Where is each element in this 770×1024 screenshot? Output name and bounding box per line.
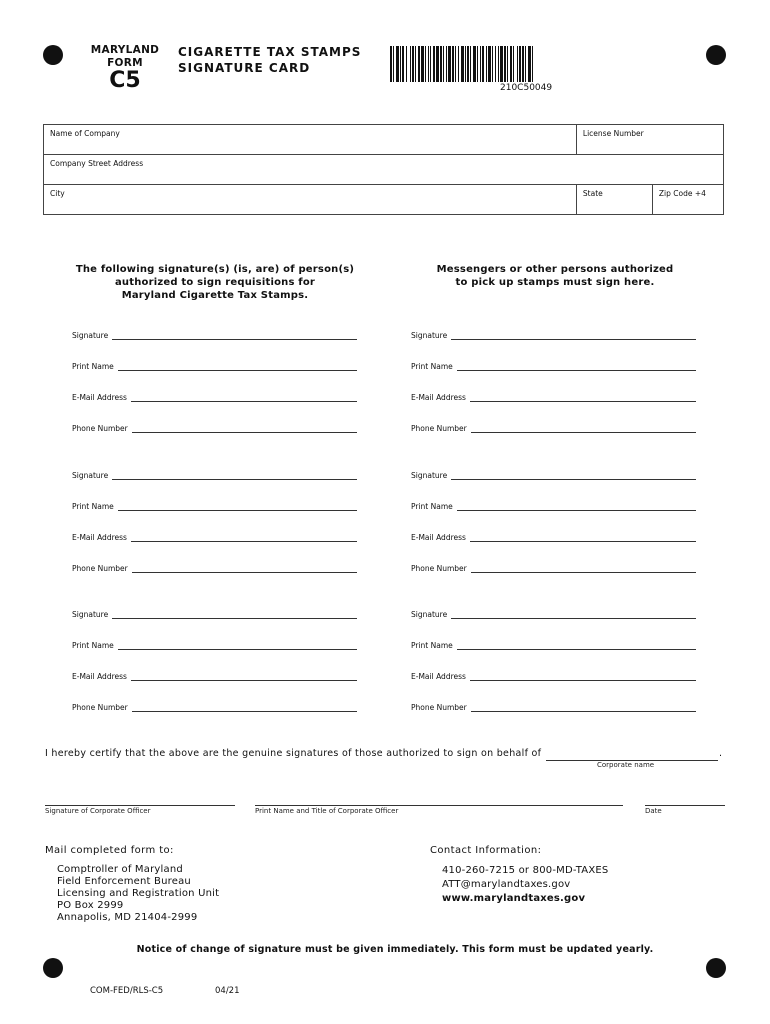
print-name-label: Print Name <box>411 362 453 371</box>
left-phone-row-2 <box>72 563 357 573</box>
email-line[interactable] <box>131 532 357 542</box>
form-state-label <box>88 44 162 70</box>
print-name-line[interactable] <box>118 501 357 511</box>
right-heading-line-1: Messengers or other persons authorized <box>436 264 674 275</box>
right-phone-row-1 <box>411 423 696 433</box>
barcode-bar <box>533 46 535 82</box>
signature-line[interactable] <box>112 609 357 619</box>
right-print-name-row-1 <box>411 361 696 371</box>
email-label: E-Mail Address <box>411 672 466 681</box>
right-signature-row-1 <box>411 330 696 340</box>
email-label: E-Mail Address <box>411 393 466 402</box>
email-line[interactable] <box>470 532 696 542</box>
left-print-name-row-1 <box>72 361 357 371</box>
mail-heading: Mail completed form to: <box>45 845 174 856</box>
street-address-field[interactable] <box>44 155 724 185</box>
phone-label: Phone Number <box>72 564 128 573</box>
notice-text: Notice of change of signature must be given immediately. This form must be updated yearly. <box>136 944 654 955</box>
contact-website[interactable]: www.marylandtaxes.gov <box>442 893 586 904</box>
left-column-heading <box>50 263 380 302</box>
print-name-line[interactable] <box>457 361 696 371</box>
right-signature-row-2 <box>411 470 696 480</box>
phone-line[interactable] <box>132 423 357 433</box>
right-email-row-2 <box>411 532 696 542</box>
right-signature-row-3 <box>411 609 696 619</box>
signature-line[interactable] <box>112 470 357 480</box>
phone-label: Phone Number <box>411 703 467 712</box>
email-line[interactable] <box>131 671 357 681</box>
officer-name-title-label: Print Name and Title of Corporate Officer <box>255 807 399 815</box>
left-print-name-row-3 <box>72 640 357 650</box>
left-signature-row-2 <box>72 470 357 480</box>
title-line-2: SIGNATURE CARD <box>178 61 311 75</box>
signature-line[interactable] <box>451 470 696 480</box>
contact-info <box>442 864 608 906</box>
license-number-field[interactable] <box>576 125 723 155</box>
city-field[interactable] <box>44 185 577 215</box>
address-line-4: PO Box 2999 <box>57 900 124 911</box>
email-label: E-Mail Address <box>72 533 127 542</box>
zip-label: Zip Code +4 <box>658 189 706 198</box>
right-column-heading <box>390 263 720 289</box>
form-label: FORM <box>107 57 143 69</box>
print-name-line[interactable] <box>457 501 696 511</box>
right-email-row-3 <box>411 671 696 681</box>
email-label: E-Mail Address <box>72 393 127 402</box>
corporate-name-line[interactable] <box>546 750 718 761</box>
officer-name-title-line[interactable] <box>255 795 623 806</box>
print-name-label: Print Name <box>411 641 453 650</box>
address-line-3: Licensing and Registration Unit <box>57 888 220 899</box>
left-email-row-3 <box>72 671 357 681</box>
form-title <box>178 44 361 76</box>
left-signature-row-3 <box>72 609 357 619</box>
phone-label: Phone Number <box>411 564 467 573</box>
right-email-row-1 <box>411 392 696 402</box>
corporate-name-label: Corporate name <box>597 761 655 769</box>
officer-signature-label: Signature of Corporate Officer <box>45 807 151 815</box>
title-line-1: CIGARETTE TAX STAMPS <box>178 45 362 59</box>
license-number-label: License Number <box>582 129 644 138</box>
registration-mark-top-right <box>706 45 726 65</box>
form-number: C5 <box>109 68 141 93</box>
signature-line[interactable] <box>112 330 357 340</box>
left-email-row-2 <box>72 532 357 542</box>
left-phone-row-1 <box>72 423 357 433</box>
signature-label: Signature <box>72 471 109 480</box>
officer-signature-line[interactable] <box>45 795 235 806</box>
left-email-row-1 <box>72 392 357 402</box>
email-line[interactable] <box>470 671 696 681</box>
address-line-1: Comptroller of Maryland <box>57 864 183 875</box>
certify-period: . <box>719 748 723 759</box>
signature-label: Signature <box>72 331 109 340</box>
print-name-line[interactable] <box>118 361 357 371</box>
phone-line[interactable] <box>471 423 696 433</box>
signature-label: Signature <box>411 610 448 619</box>
barcode-bars <box>390 46 688 82</box>
state-field[interactable] <box>576 185 652 215</box>
signature-label: Signature <box>411 471 448 480</box>
phone-line[interactable] <box>471 702 696 712</box>
certify-text: I hereby certify that the above are the genuine signatures of those authorized to sign on behalf of <box>45 748 542 759</box>
left-signature-row-1 <box>72 330 357 340</box>
city-label: City <box>50 189 65 198</box>
print-name-label: Print Name <box>72 641 114 650</box>
signature-label: Signature <box>411 331 448 340</box>
print-name-label: Print Name <box>72 502 114 511</box>
email-label: E-Mail Address <box>72 672 127 681</box>
phone-line[interactable] <box>471 563 696 573</box>
registration-mark-bottom-left <box>43 958 63 978</box>
right-heading-line-2: to pick up stamps must sign here. <box>455 277 655 288</box>
company-name-field[interactable] <box>44 125 577 155</box>
state-label: MARYLAND <box>90 44 160 56</box>
contact-email[interactable]: ATT@marylandtaxes.gov <box>442 879 571 890</box>
address-line-2: Field Enforcement Bureau <box>57 876 191 887</box>
phone-line[interactable] <box>132 702 357 712</box>
email-label: E-Mail Address <box>411 533 466 542</box>
right-print-name-row-3 <box>411 640 696 650</box>
email-line[interactable] <box>470 392 696 402</box>
print-name-label: Print Name <box>411 502 453 511</box>
left-phone-row-3 <box>72 702 357 712</box>
print-name-label: Print Name <box>72 362 114 371</box>
company-info-table <box>43 124 724 215</box>
company-name-label: Name of Company <box>50 129 120 138</box>
date-line[interactable] <box>645 795 725 806</box>
left-heading-line-3: Maryland Cigarette Tax Stamps. <box>121 290 309 301</box>
contact-heading: Contact Information: <box>430 845 542 856</box>
phone-line[interactable] <box>132 563 357 573</box>
email-line[interactable] <box>131 392 357 402</box>
phone-label: Phone Number <box>72 424 128 433</box>
print-name-line[interactable] <box>457 640 696 650</box>
form-code: COM-FED/RLS-C5 <box>90 986 164 996</box>
registration-mark-bottom-right <box>706 958 726 978</box>
state-label: State <box>582 189 603 198</box>
left-heading-line-1: The following signature(s) (is, are) of person(s) <box>75 264 355 275</box>
signature-line[interactable] <box>451 609 696 619</box>
left-heading-line-2: authorized to sign requisitions for <box>114 277 316 288</box>
street-address-label: Company Street Address <box>50 159 144 168</box>
barcode-number: 210C50049 <box>500 83 553 93</box>
barcode <box>390 46 688 82</box>
phone-label: Phone Number <box>72 703 128 712</box>
signature-line[interactable] <box>451 330 696 340</box>
zip-field[interactable] <box>652 185 723 215</box>
right-phone-row-3 <box>411 702 696 712</box>
mailing-address <box>57 864 219 924</box>
signature-label: Signature <box>72 610 109 619</box>
right-phone-row-2 <box>411 563 696 573</box>
left-print-name-row-2 <box>72 501 357 511</box>
revision-date: 04/21 <box>215 986 240 996</box>
phone-label: Phone Number <box>411 424 467 433</box>
right-print-name-row-2 <box>411 501 696 511</box>
print-name-line[interactable] <box>118 640 357 650</box>
registration-mark-top-left <box>43 45 63 65</box>
date-label: Date <box>645 807 662 815</box>
contact-phone: 410-260-7215 or 800-MD-TAXES <box>442 865 609 876</box>
address-line-5: Annapolis, MD 21404-2999 <box>57 912 198 923</box>
